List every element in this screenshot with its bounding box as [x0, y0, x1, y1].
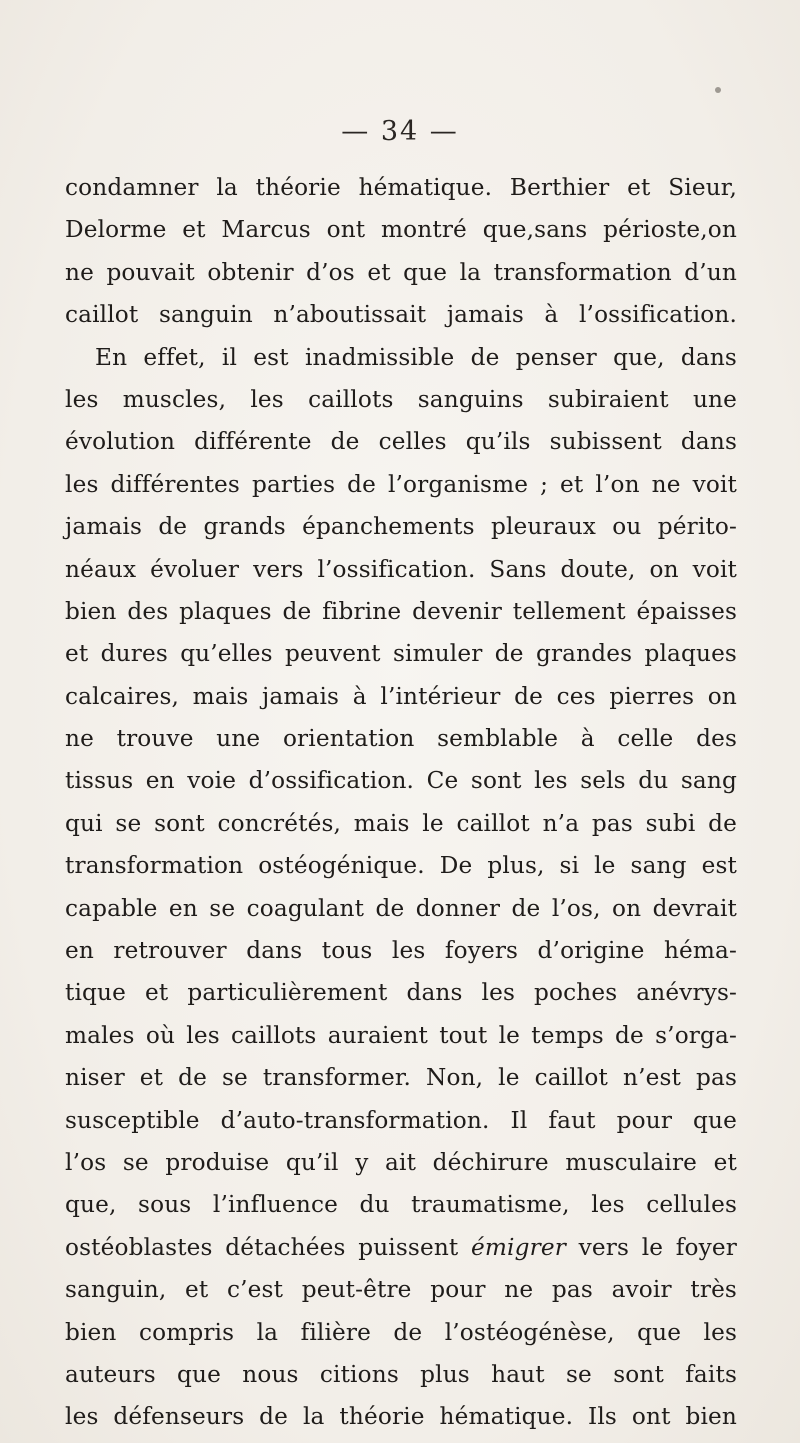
- text-line: calcaires, mais jamais à l’intérieur de ces pierres on: [65, 682, 737, 710]
- text-line: caillot sanguin n’aboutissait jamais à l’ossification.: [65, 301, 737, 329]
- text-line: males où les caillots auraient tout le temps de s’orga-: [65, 1021, 737, 1049]
- text-line: les défenseurs de la théorie hématique. Ils ont bien: [65, 1403, 737, 1431]
- text-line: capable en se coagulant de donner de l’os, on devrait: [65, 894, 737, 922]
- text-line: que, sous l’influence du traumatisme, les cellules: [65, 1191, 737, 1219]
- text-line: condamner la théorie hématique. Berthier et Sieur,: [65, 174, 737, 201]
- text-line: les muscles, les caillots sanguins subiraient une: [65, 385, 737, 413]
- text-segment: vers le foyer: [565, 1233, 737, 1261]
- text-line: évolution différente de celles qu’ils subissent dans: [65, 428, 737, 456]
- text-line: en retrouver dans tous les foyers d’origine héma-: [65, 937, 737, 965]
- text-line-with-emphasis: [65, 1227, 737, 1269]
- text-segment: ostéoblastes détachées puissent: [65, 1233, 472, 1261]
- text-line: néaux évoluer vers l’ossification. Sans doute, on voit: [65, 555, 737, 583]
- text-line: bien des plaques de fibrine devenir tellement épaisses: [65, 597, 737, 625]
- text-line: tique et particulièrement dans les poches anévrys-: [65, 979, 737, 1007]
- text-line: jamais de grands épanchements pleuraux ou périto-: [65, 513, 737, 541]
- text-line: sanguin, et c’est peut-être pour ne pas avoir très: [65, 1276, 737, 1304]
- text-line: niser et de se transformer. Non, le caillot n’est pas: [65, 1064, 737, 1092]
- text-line: les différentes parties de l’organisme ; et l’on ne voit: [65, 470, 737, 498]
- text-line: auteurs que nous citions plus haut se sont faits: [65, 1360, 737, 1388]
- text-line: l’os se produise qu’il y ait déchirure musculaire et: [65, 1148, 737, 1176]
- text-line: En effet, il est inadmissible de penser que, dans: [95, 343, 737, 371]
- text-line: transformation ostéogénique. De plus, si le sang est: [65, 852, 737, 880]
- text-line: qui se sont concrétés, mais le caillot n’a pas subi de: [65, 809, 737, 837]
- emphasized-word: émigrer: [471, 1233, 566, 1261]
- text-line: Delorme et Marcus ont montré que,sans périoste,on: [65, 216, 737, 244]
- body-text: [65, 167, 737, 1439]
- text-line: et dures qu’elles peuvent simuler de grandes plaques: [65, 640, 737, 668]
- text-line: ne trouve une orientation semblable à celle des: [65, 725, 737, 753]
- text-line: ne pouvait obtenir d’os et que la transformation d’un: [65, 258, 737, 286]
- text-line: tissus en voie d’ossification. Ce sont les sels du sang: [65, 767, 737, 795]
- paper-speck: [715, 87, 721, 93]
- text-line: susceptible d’auto-transformation. Il faut pour que: [65, 1106, 737, 1134]
- text-line: bien compris la filière de l’ostéogénèse, que les: [65, 1318, 737, 1346]
- page-number: — 34 —: [341, 116, 459, 147]
